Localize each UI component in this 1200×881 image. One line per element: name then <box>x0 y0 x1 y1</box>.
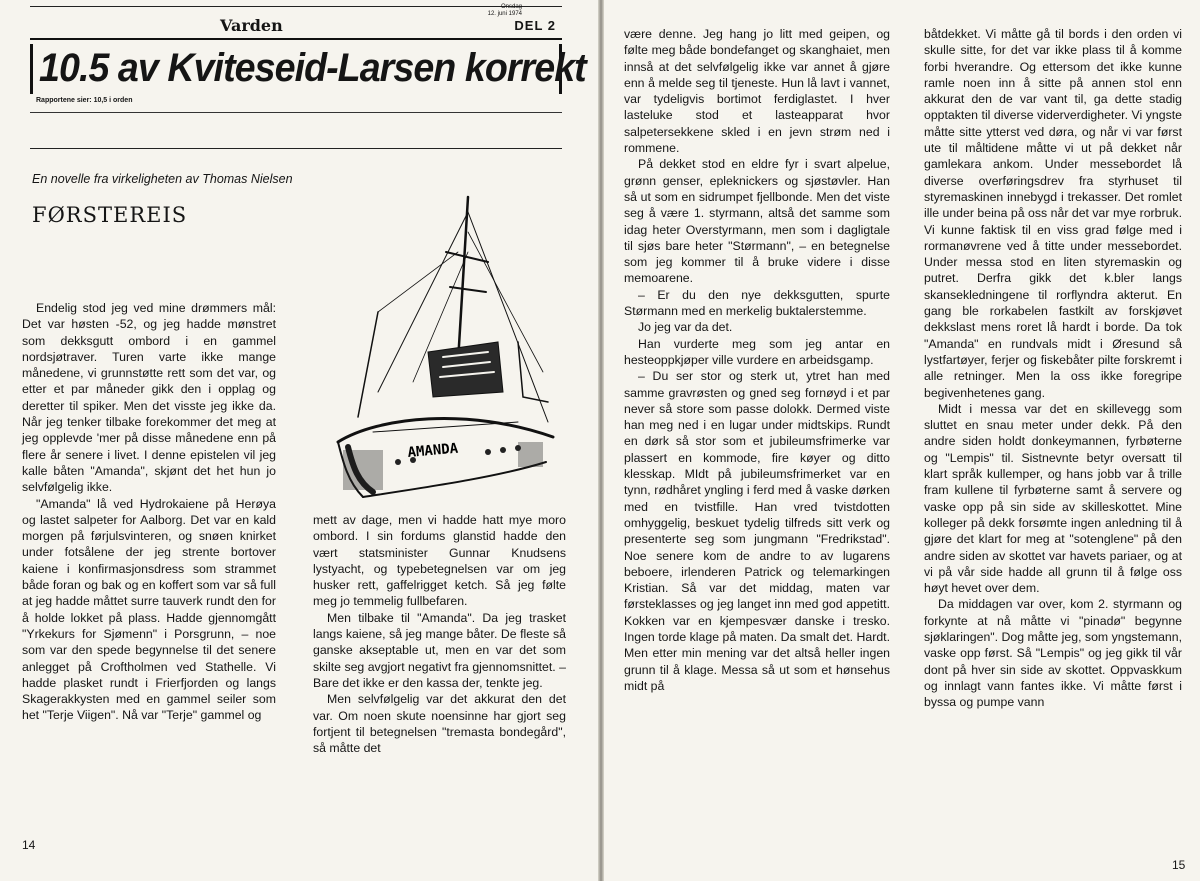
story-paragraph: Jo jeg var da det. <box>638 320 733 335</box>
clipping-headline: 10.5 av Kviteseid-Larsen korrekt <box>39 46 586 90</box>
story-paragraph: Endelig stod jeg ved mine drømmers mål: Det var høsten -52, og jeg hadde mønstret som dekksgutt ombord i en gammel nordsjøtraver. Turen varte ikke mange månedene, vi grunnstøtte rett som det var, og etter et par måneder gikk den i opplag og deretter til spiker. Men det visste jeg ikke da. Når jeg tenker tilbake forekommer det meg at jeg opplevde 'mer på disse månedene enn på flere år senere i livet. I denne epistelen vil jeg kalle båten "Amanda", skjønt det het hun jo selvfølgelig ikke. <box>22 301 276 495</box>
story-paragraph: være denne. Jeg hang jo litt med geipen, og følte meg både bondefanget og skanghaiet, men innså at det selvfølgelig ikke var annet å gjøre enn å melde seg til tjeneste. Hun lå lavt i vannet, var tydeligvis bortimot ferdiglastet. I hver lasteluke stod et lasteapparat hvor salpetersekkene skled i en jevn strøm ned i rommene. <box>624 27 890 156</box>
left-page <box>0 0 598 881</box>
clipping-subhead: Rapportene sier: 10,5 i orden <box>36 97 133 104</box>
right-page <box>604 0 1200 881</box>
story-paragraph: mett av dage, men vi hadde hatt mye moro ombord. I sin fordums glanstid hadde den vært statsminister Gunnar Knudsens lystyacht, og typebetegnelsen var om jeg husker rett, gaffelrigget ketch. Så jeg følte meg jo temmelig fullbefaren. <box>313 513 566 609</box>
story-paragraph: båtdekket. Vi måtte gå til bords i den orden vi skulle sitte, for det var ikke plass til å komme forbi hverandre. Og ettersom det ikke kunne ramle noen inn å sitte på annen stol enn akkurat den de var vant til, ga dette stadig opptakten til diverse viderverdigheter. Vi yngste måtte sitte ytterst ved døra, og når vi var først ute til måltidene måtte vi ut på dekket når gamlekara ankom. Under messebordet lå diverse overføringsdrev fra styrhuset til styremaskinen innebygd i trekasser. Det romlet ille under beina på oss når det var mye rorbruk. Vi kunne faktisk til en viss grad følge med i rormanøvrene ved å titte under messebordet. Under messa stod en liten styremaskin og putret. Derfra gikk det k.bler langs skansekledningene til rorflyndra akterut. En gang ble rorkabelen fastkilt av forskjøvet dekkslast mens roret lå hardt i borde. Da tok "Amanda" en rundvals midt i Øresund så lystfartøyer, ferjer og fiskebåter pilte forskremt i alle retninger. Men la oss ikke foregripe begivenhetenes gang. <box>924 27 1182 400</box>
masthead-part: DEL 2 <box>514 18 556 33</box>
newspaper-name: Varden <box>220 16 283 35</box>
story-paragraph: Men selvfølgelig var det akkurat den det var. Om noen skute noensinne har gjort seg fortjent til betegnelsen "tremasta bondegård", så måtte det <box>313 692 566 756</box>
page-number-right: 15 <box>1172 858 1186 872</box>
story-column-2 <box>313 512 566 756</box>
story-paragraph: – Er du den nye dekksgutten, spurte Størmann med en merkelig buktalerstemme. <box>624 287 890 319</box>
masthead-date <box>488 4 522 18</box>
byline: En novelle fra virkeligheten av Thomas Nielsen <box>32 172 293 186</box>
headline-box <box>30 44 586 94</box>
divider <box>30 112 562 113</box>
story-title: FØRSTEREIS <box>32 203 188 227</box>
page-number-left: 14 <box>22 838 36 852</box>
newspaper-masthead <box>30 4 562 40</box>
story-paragraph: Men tilbake til "Amanda". Da jeg trasket langs kaiene, så jeg mange båter. De fleste så ganske akseptable ut, men en var det som skilte seg avgjort negativt fra gjennomsnittet. – Bare det ikke er den kassa der, tenkte jeg. <box>313 610 566 690</box>
story-paragraph: Da middagen var over, kom 2. styrmann og forkynte at nå måtte vi "pinadø" begynne sjøklaringen". Dog måtte jeg, som yngstemann, vaske opp først. Så "Lempis" og jeg gikk til vår dont på hver sin side av skottet. Oppvaskkum og innlagt vann fantes ikke. Vi måtte først i byssa og pumpe vann <box>924 597 1182 710</box>
story-paragraph: "Amanda" lå ved Hydrokaiene på Herøya og lastet salpeter for Aalborg. Det var en kald morgen på førjulsvinteren, og snøen knirket under fotsålene der jeg strente bortover kaiene i konfirmasjonsdress som strammet både foran og bak og en koffert som var så full at jeg hadde måttet surre tauverk rundt den for å holde lokket på plass. Hadde gjennomgått "Yrkekurs for Sjømenn" i Porsgrunn, – noe som var den spede begynnelse til det senere anlegget på Croftholmen ved Stathelle. Vi hadde plasket rundt i Frierfjorden og langs Skagerakkysten med en gammel seiler som het "Terje Viigen". Nå var "Terje" gammel og <box>22 496 276 723</box>
masthead-date-day: Onsdag <box>500 4 522 10</box>
story-column-4 <box>924 26 1182 710</box>
ship-illustration <box>318 192 558 512</box>
story-paragraph: – Du ser stor og sterk ut, ytret han med samme gravrøsten og gned seg fornøyd i et par never så store som passe dolokk. Dermed viste han meg ned i en lugar under midtskips. Rundt en dørk så stor som et jubileumsfrimerke var plassert en kommode, fire køyer og ditto klesskap. MIdt på jubileumsfrimerket var en tynn, rødhåret yngling i ferd med å vaske dørken med en tvistfille. Han vred tvistdotten omhyggelig, beskuet tydelig tilfreds sitt verk og presenterte seg som jungmann "Fredrikstad". Noe senere kom de andre to av lugarens beboere, irlenderen Patrick og telemarkingen Kristian. Så var det middag, maten var førsteklasses og jeg langet inn med god appetitt. Kokken var en kjempesvær danske i tresko. Ingen torde klage på maten. Da smalt det. Hardt. Men etter min mening var det altså heller ingen grunn til å klage. Messa så ut som et hønsehus midt på <box>624 369 890 693</box>
divider <box>30 148 562 149</box>
story-paragraph: Midt i messa var det en skillevegg som sluttet en snau meter under dekk. På den andre siden holdt donkeymannen, fyrbøterne og "Lempis" til. Sistnevnte betyr oversatt til klart språk kullemper, og hans jobb var å trille fram kullene til fyrbøterne samt å servere og vaske opp på sin side av skilleskottet. Mine kolleger på dekk forsømte ingen anledning til å gjøre det klart for meg at "sotenglene" på den andre siden av skottet var havets pariaer, og at vi på vår side hadde all grunn til å følge oss høyt hevet over dem. <box>924 401 1182 596</box>
ship-name-text: AMANDA <box>406 440 459 461</box>
story-paragraph: Han vurderte meg som jeg antar en hesteoppkjøper ville vurdere en arbeidsgamp. <box>624 336 890 367</box>
story-paragraph: På dekket stod en eldre fyr i svart alpelue, grønn genser, epleknickers og sjøstøvler. Han så ut som en sidrumpet fjellbonde. Men det viste seg å være 1. styrmann, altså det samme som idag heter Overstyrmann, men som i dagligtale til sjøs bare heter "Størmann", – en betegnelse som jeg kommer til å bruke videre i disse memoarene. <box>624 157 890 286</box>
story-column-1 <box>22 300 276 724</box>
masthead-date-full: 12. juni 1974 <box>487 11 522 17</box>
clipping-top-rule <box>30 6 562 7</box>
story-column-3 <box>624 26 890 694</box>
